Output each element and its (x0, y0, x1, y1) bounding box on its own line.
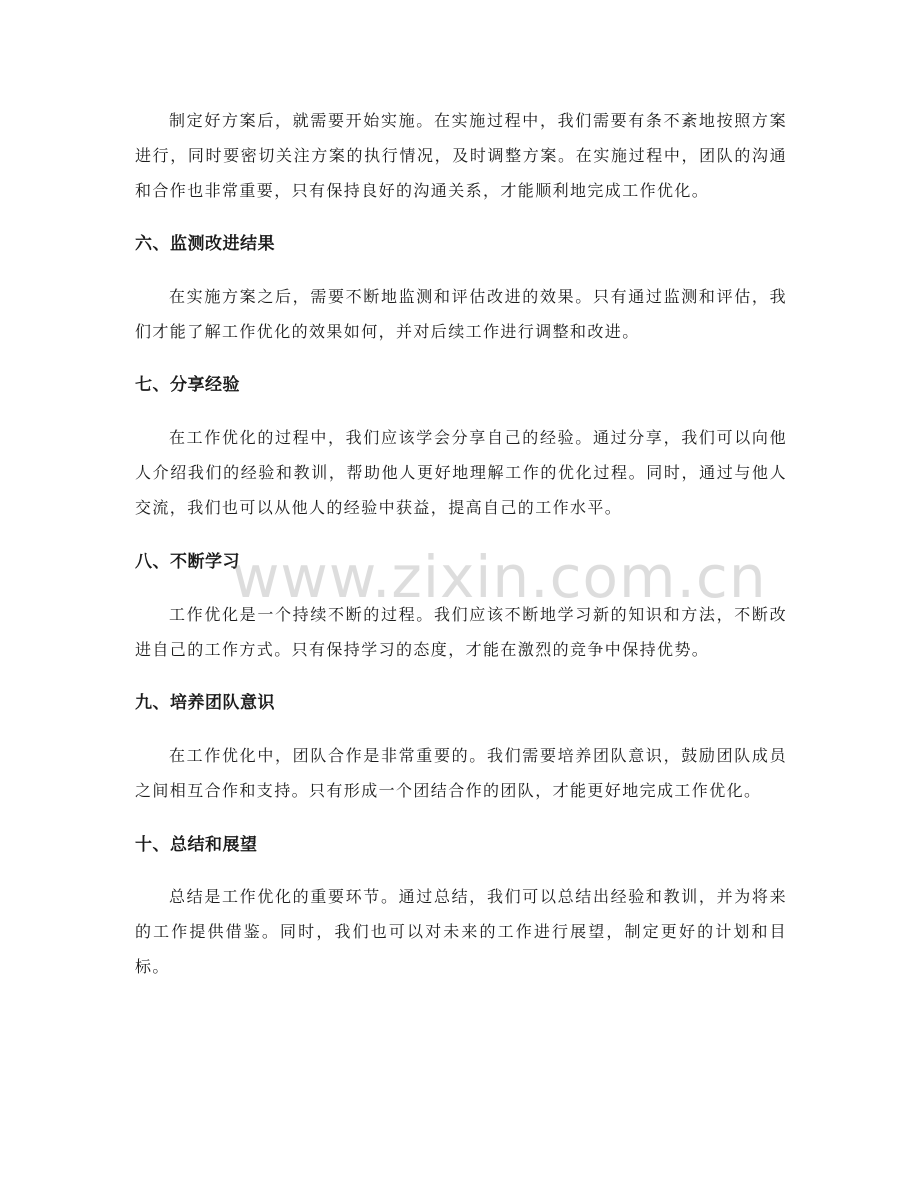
section-body-summary: 总结是工作优化的重要环节。通过总结，我们可以总结出经验和教训，并为将来的工作提供借鉴。同时，我们也可以对未来的工作进行展望，制定更好的计划和目标。 (135, 887, 787, 976)
paragraph-implementation: 制定好方案后，就需要开始实施。在实施过程中，我们需要有条不紊地按照方案进行，同时要密切关注方案的执行情况，及时调整方案。在实施过程中，团队的沟通和合作也非常重要，只有保持良好的沟通关系，才能顺利地完成工作优化。 (135, 111, 787, 200)
section-heading-share: 七、分享经验 (135, 375, 240, 395)
section-body-learn: 工作优化是一个持续不断的过程。我们应该不断地学习新的知识和方法，不断改进自己的工作方式。只有保持学习的态度，才能在激烈的竞争中保持优势。 (135, 605, 787, 659)
section-heading-learn: 八、不断学习 (135, 552, 240, 572)
section-body-share: 在工作优化的过程中，我们应该学会分享自己的经验。通过分享，我们可以向他人介绍我们的经验和教训，帮助他人更好地理解工作的优化过程。同时，通过与他人交流，我们也可以从他人的经验中获益，提高自己的工作水平。 (135, 428, 787, 517)
document-body (135, 103, 787, 984)
section-heading-summary: 十、总结和展望 (135, 835, 258, 855)
watermark-text: www.zixin.com.cn (232, 543, 767, 611)
section-body-monitor: 在实施方案之后，需要不断地监测和评估改进的效果。只有通过监测和评估，我们才能了解工作优化的效果如何，并对后续工作进行调整和改进。 (135, 287, 787, 341)
section-heading-monitor: 六、监测改进结果 (135, 234, 275, 254)
section-heading-team: 九、培养团队意识 (135, 693, 275, 713)
section-body-team: 在工作优化中，团队合作是非常重要的。我们需要培养团队意识，鼓励团队成员之间相互合作和支持。只有形成一个团结合作的团队，才能更好地完成工作优化。 (135, 746, 787, 800)
